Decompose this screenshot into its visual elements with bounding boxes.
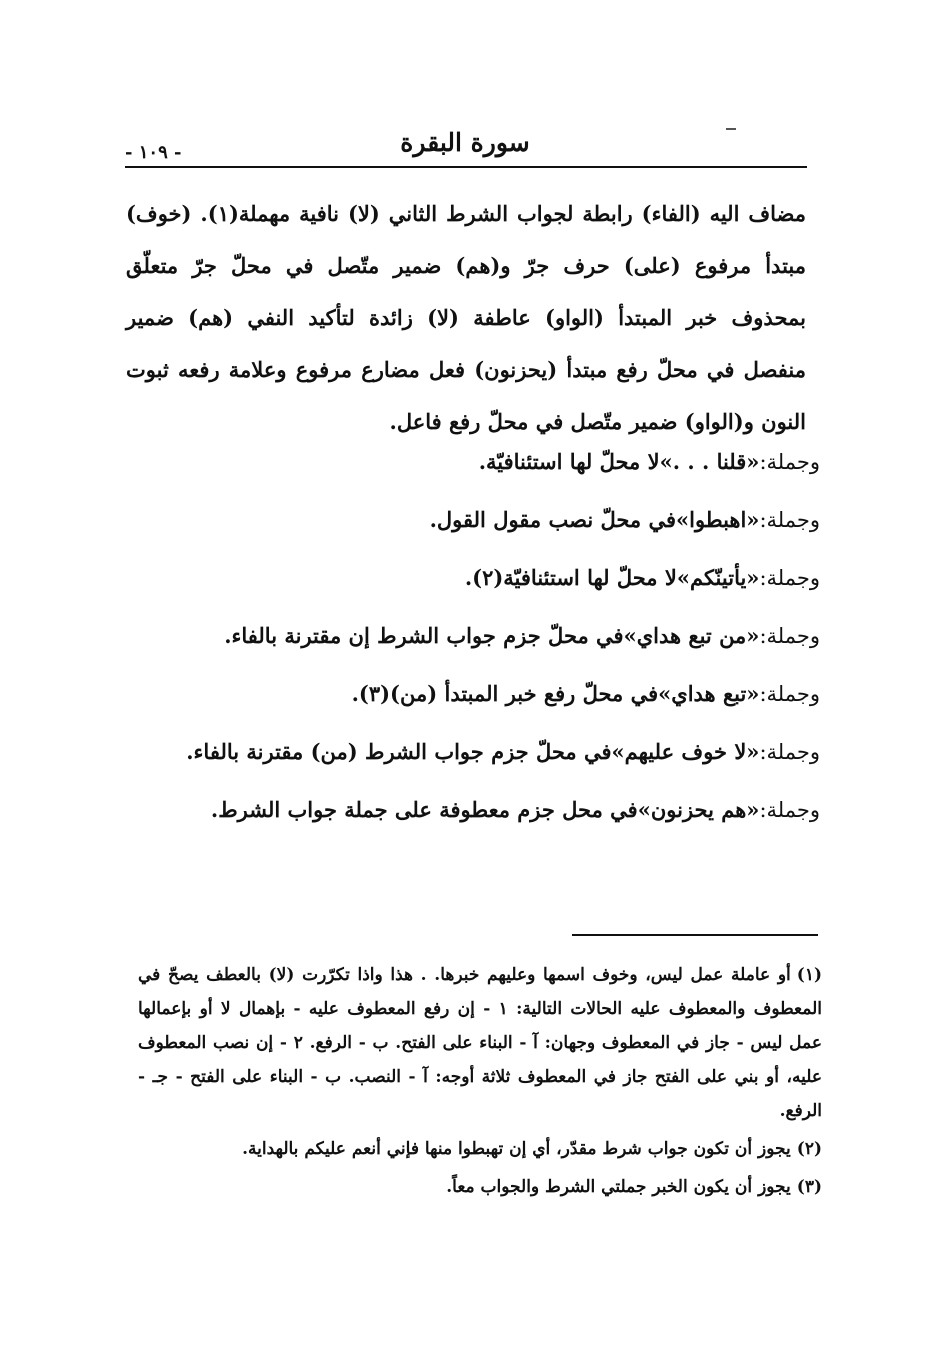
footnote-number: (٢) xyxy=(796,1139,822,1159)
sentence-item xyxy=(136,609,820,663)
sentence-text: «من تبع هداي»في محلّ جزم جواب الشرط إن مقترنة بالفاء. xyxy=(224,623,760,648)
sentence-prefix: وجملة: xyxy=(759,682,820,706)
sentence-text: «لا خوف عليهم»في محلّ جزم جواب الشرط (من) مقترنة بالفاء. xyxy=(186,739,760,764)
sentence-item xyxy=(136,667,820,721)
footnote-item xyxy=(138,958,822,1128)
footnote-text: يجوز أن تكون جواب شرط مقدّر، أي إن تهبطوا منها فإني أنعم عليكم بالهداية. xyxy=(242,1139,791,1159)
footnote-number: (٣) xyxy=(796,1177,822,1197)
footnote-divider xyxy=(572,934,818,936)
sentence-prefix: وجملة: xyxy=(759,798,820,822)
footnote-text: أو عاملة عمل ليس، وخوف اسمها وعليهم خبرها. . هذا واذا تكرّرت (لا) بالعطف يصحّ في المعطوف والمعطوف عليه الحالات التالية: ١ - إن رفع المعطوف عليه - بإهمال لا أو بإعمالها عمل ليس - جاز في المعطوف وجهان: آ - البناء على الفتح. ب - الرفع. ٢ - إن نصب المعطوف عليه، أو بني على الفتح جاز في المعطوف ثلاثة أوجه: آ - النصب. ب - البناء على الفتح - جـ - الرفع. xyxy=(138,965,822,1121)
sentence-prefix: وجملة: xyxy=(759,624,820,648)
sentence-item xyxy=(136,725,820,779)
footnote-text: يجوز أن يكون الخبر جملتي الشرط والجواب معاً. xyxy=(446,1177,791,1197)
footnote-item xyxy=(138,1170,822,1204)
sentence-item xyxy=(136,493,820,547)
body-paragraph: مضاف اليه (الفاء) رابطة لجواب الشرط الثاني (لا) نافية مهملة(١). (خوف) مبتدأ مرفوع (على) حرف جرّ و(هم) ضمير متّصل في محلّ جرّ متعلّق بمحذوف خبر المبتدأ (الواو) عاطفة (لا) زائدة لتأكيد النفي (هم) ضمير منفصل في محلّ رفع مبتدأ (يحزنون) فعل مضارع مرفوع وعلامة رفعه ثبوت النون و(الواو) ضمير متّصل في محلّ رفع فاعل. xyxy=(126,201,807,434)
sentence-list xyxy=(136,435,820,841)
page-title: سورة البقرة xyxy=(400,128,530,157)
sentence-text: «تبع هداي»في محلّ رفع خبر المبتدأ (من)(٣). xyxy=(351,681,760,706)
sentence-text: «اهبطوا»في محلّ نصب مقول القول. xyxy=(429,507,760,532)
sentence-text: «قلنا . . .»لا محلّ لها استئنافيّة. xyxy=(478,449,760,474)
page-number: - ١٠٩ - xyxy=(125,142,182,163)
sentence-prefix: وجملة: xyxy=(759,566,820,590)
footnote-item xyxy=(138,1132,822,1166)
sentence-text: «هم يحزنون»في محل جزم معطوفة على جملة جواب الشرط. xyxy=(210,797,760,822)
sentence-prefix: وجملة: xyxy=(759,740,820,764)
body-paragraph-block xyxy=(126,188,806,448)
sentence-item xyxy=(136,551,820,605)
sentence-prefix: وجملة: xyxy=(759,508,820,532)
footnote-list xyxy=(138,958,822,1208)
sentence-prefix: وجملة: xyxy=(759,450,820,474)
page-header xyxy=(125,124,805,168)
footnote-number: (١) xyxy=(796,965,822,985)
sentence-item xyxy=(136,435,820,489)
sentence-item xyxy=(136,783,820,837)
header-divider xyxy=(125,166,807,168)
sentence-text: «يأتينّكم»لا محلّ لها استئنافيّة(٢). xyxy=(464,565,760,590)
